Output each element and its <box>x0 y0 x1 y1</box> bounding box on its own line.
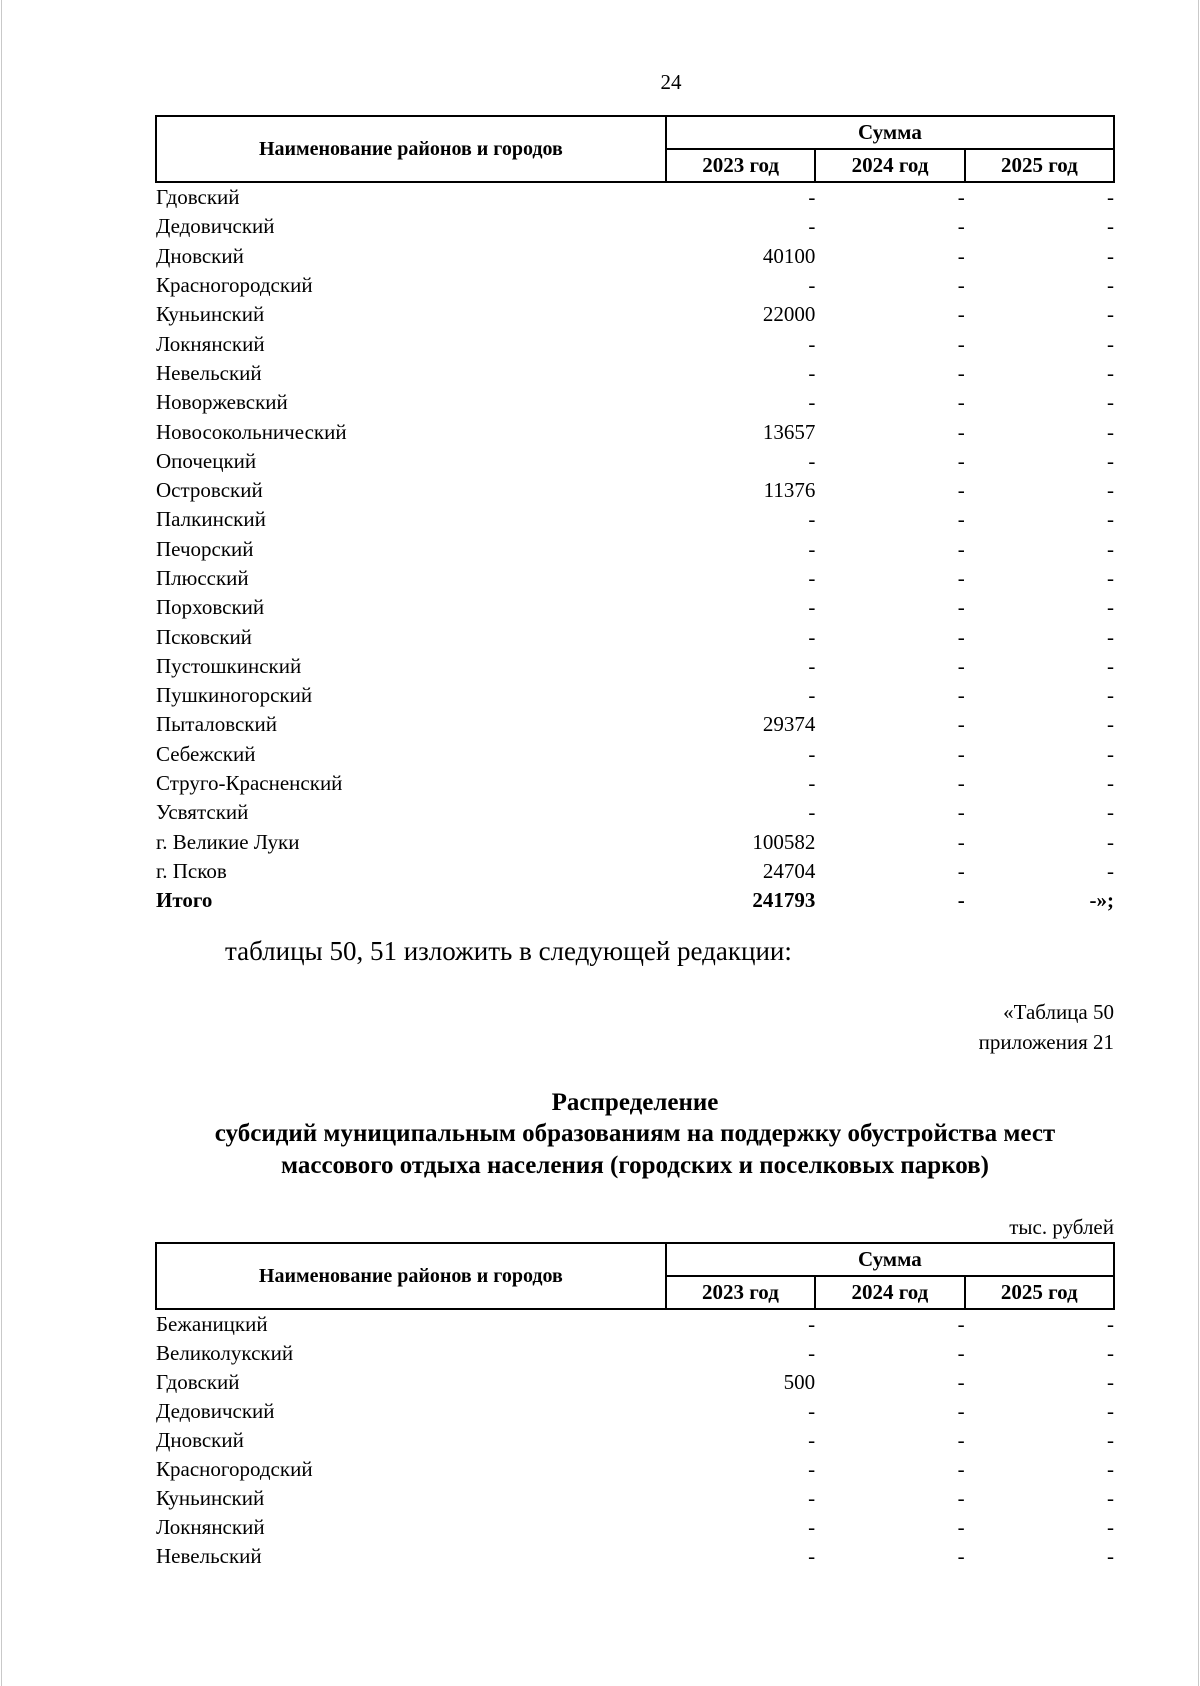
amount-2024: - <box>957 624 965 649</box>
amount-2025: - <box>1107 566 1114 590</box>
district-name: Себежский <box>156 741 256 766</box>
district-name: Опочецкий <box>156 448 257 473</box>
amount-2025: - <box>1107 536 1114 561</box>
amount-2024: - <box>957 507 965 532</box>
amount-2023: 100582 <box>752 829 816 854</box>
amount-2023: - <box>808 741 816 766</box>
amount-2024: - <box>957 1370 965 1394</box>
amount-2023: - <box>808 1312 816 1336</box>
amount-2024: - <box>957 390 965 415</box>
table-row <box>156 212 1114 241</box>
amount-2025: - <box>1107 185 1114 210</box>
amount-2024: - <box>957 360 965 385</box>
amount-2024: - <box>957 1312 965 1336</box>
amount-2024: - <box>957 771 965 796</box>
amount-2025: - <box>1107 1457 1114 1481</box>
amount-2025: - <box>1107 448 1114 473</box>
table-ref-line1: «Таблица 50 <box>1003 1000 1114 1024</box>
amount-2025: - <box>1107 1544 1114 1568</box>
amount-2025: - <box>1107 771 1114 796</box>
table-row <box>156 593 1114 622</box>
district-name: Локнянский <box>156 1515 265 1539</box>
table-row <box>156 505 1114 534</box>
district-name: Плюсский <box>156 566 249 590</box>
table-row <box>156 476 1114 505</box>
amount-2023: - <box>808 1341 816 1365</box>
amount-2024: - <box>957 1341 965 1365</box>
district-name: Струго-Красненский <box>156 771 343 796</box>
table-row <box>156 1368 1114 1397</box>
amount-2025: - <box>1107 214 1114 239</box>
amount-2023: 29374 <box>762 712 816 737</box>
header-year-2024: 2024 год <box>815 1276 964 1309</box>
amount-2024: - <box>957 741 965 766</box>
amount-2025: - <box>1107 829 1114 854</box>
district-name: Новосокольнический <box>156 419 347 444</box>
amount-2025: - <box>1107 712 1114 737</box>
header-year-2023: 2023 год <box>666 149 816 182</box>
amount-2024: - <box>957 653 965 678</box>
table-row <box>156 300 1114 329</box>
amount-2023: - <box>808 1428 816 1452</box>
amount-2025: - <box>1107 1370 1114 1394</box>
table-row <box>156 447 1114 476</box>
amount-2023: - <box>808 390 816 415</box>
amount-2023: - <box>808 566 816 590</box>
table-1-body <box>156 182 1114 915</box>
district-name: Дновский <box>156 1428 244 1452</box>
table-row <box>156 182 1114 212</box>
amount-2024: - <box>957 888 965 913</box>
amount-2023: 24704 <box>762 858 816 883</box>
amount-2024: - <box>957 185 965 210</box>
amount-2024: - <box>957 566 965 590</box>
amount-2023: 500 <box>783 1370 816 1394</box>
amount-2024: - <box>957 536 965 561</box>
amount-2025: - <box>1107 1486 1114 1510</box>
district-name: Гдовский <box>156 1370 240 1394</box>
district-name: Дновский <box>156 243 244 268</box>
table-row <box>156 242 1114 271</box>
heading-title: Распределение <box>551 1089 719 1116</box>
amount-2025: - <box>1107 858 1114 883</box>
table-ref-line2: приложения 21 <box>978 1030 1114 1054</box>
table-row <box>156 1426 1114 1455</box>
district-name: Усвятский <box>156 800 249 825</box>
amount-2025: - <box>1107 683 1114 708</box>
heading-line2: субсидий муниципальным образованиям на поддержку обустройства мест <box>214 1120 1056 1147</box>
amount-2024: - <box>957 1544 965 1568</box>
amount-2025: - <box>1107 1341 1114 1365</box>
amount-2025: - <box>1107 800 1114 825</box>
amount-2025: - <box>1107 1399 1114 1423</box>
amount-2025: - <box>1107 360 1114 385</box>
district-name: Невельский <box>156 1544 262 1568</box>
table-row <box>156 329 1114 358</box>
unit-label: тыс. рублей <box>1009 1215 1114 1239</box>
table-row <box>156 417 1114 446</box>
table-row <box>156 1339 1114 1368</box>
amount-2023: - <box>808 536 816 561</box>
header-name-column: Наименование районов и городов <box>156 116 666 182</box>
district-name: Пушкиногорский <box>156 683 313 708</box>
amount-2024: - <box>957 1399 965 1423</box>
amount-2025: - <box>1107 243 1114 268</box>
table-row <box>156 622 1114 651</box>
amount-2023: - <box>808 273 816 298</box>
amount-2024: - <box>957 683 965 708</box>
table-row <box>156 1455 1114 1484</box>
amount-2023: - <box>808 1486 816 1510</box>
amount-2023: - <box>808 1399 816 1423</box>
amount-2024: - <box>957 595 965 620</box>
header-year-2023: 2023 год <box>666 1276 815 1309</box>
table-row <box>156 388 1114 417</box>
table-row <box>156 1484 1114 1513</box>
amount-2023: 13657 <box>762 419 816 444</box>
amount-2024: - <box>957 829 965 854</box>
amount-2023: - <box>808 595 816 620</box>
amount-2024: - <box>957 302 965 327</box>
amount-2023: 241793 <box>752 888 816 913</box>
table-row <box>156 271 1114 300</box>
amount-2023: - <box>808 331 816 356</box>
district-name: Куньинский <box>156 1486 265 1510</box>
table-row <box>156 535 1114 564</box>
header-sum: Сумма <box>666 1243 1114 1276</box>
amount-2023: - <box>808 683 816 708</box>
amount-2025: - <box>1107 390 1114 415</box>
amount-2023: - <box>808 448 816 473</box>
page-number: 24 <box>660 70 682 94</box>
amount-2023: 40100 <box>762 243 816 268</box>
amount-2024: - <box>957 1428 965 1452</box>
amount-2025: - <box>1107 1312 1114 1336</box>
amount-2024: - <box>957 1486 965 1510</box>
amount-2024: - <box>957 214 965 239</box>
amount-2023: - <box>808 185 816 210</box>
amount-2023: - <box>808 1515 816 1539</box>
district-name: Палкинский <box>156 507 266 532</box>
amount-2023: - <box>808 771 816 796</box>
table-row <box>156 1513 1114 1542</box>
amount-2025: - <box>1107 478 1114 503</box>
amount-2025: - <box>1107 653 1114 678</box>
district-name: Куньинский <box>156 302 265 327</box>
amount-2023: 11376 <box>763 478 816 503</box>
amount-2024: - <box>957 331 965 356</box>
table-row <box>156 1309 1114 1339</box>
district-name: Красногородский <box>156 1457 313 1481</box>
district-name: Пустошкинский <box>156 653 302 678</box>
scan-edge-right <box>1198 0 1199 1686</box>
amount-2023: - <box>808 624 816 649</box>
table-1 <box>155 115 1115 915</box>
table-2-body <box>156 1309 1114 1571</box>
amount-2023: - <box>808 214 816 239</box>
amount-2025: -»; <box>1089 888 1114 913</box>
table-row <box>156 359 1114 388</box>
amount-2024: - <box>957 712 965 737</box>
header-sum: Сумма <box>666 116 1114 149</box>
header-name-column: Наименование районов и городов <box>156 1243 666 1309</box>
district-name: Гдовский <box>156 185 240 210</box>
table-row <box>156 769 1114 798</box>
amount-2025: - <box>1107 1515 1114 1539</box>
amount-2023: - <box>808 360 816 385</box>
table-row <box>156 740 1114 769</box>
scan-edge-left <box>1 0 2 1686</box>
district-name: Печорский <box>156 536 254 561</box>
table-row <box>156 681 1114 710</box>
table-row <box>156 828 1114 857</box>
amendment-paragraph: таблицы 50, 51 изложить в следующей редакции: <box>225 936 792 966</box>
amount-2024: - <box>957 1457 965 1481</box>
amount-2023: 22000 <box>762 302 816 327</box>
amount-2025: - <box>1107 419 1114 444</box>
amount-2024: - <box>957 448 965 473</box>
district-name: Островский <box>156 478 263 503</box>
amount-2024: - <box>957 273 965 298</box>
amount-2025: - <box>1107 273 1114 298</box>
district-name: г. Псков <box>156 858 227 883</box>
amount-2024: - <box>957 800 965 825</box>
amount-2024: - <box>957 478 965 503</box>
district-name: Невельский <box>156 360 262 385</box>
table-2 <box>155 1242 1115 1571</box>
amount-2025: - <box>1107 741 1114 766</box>
table-row <box>156 710 1114 739</box>
district-name: Новоржевский <box>156 390 288 415</box>
amount-2025: - <box>1107 507 1114 532</box>
table-row <box>156 1542 1114 1571</box>
table-row <box>156 652 1114 681</box>
amount-2023: - <box>808 507 816 532</box>
amount-2024: - <box>957 243 965 268</box>
heading-line3: массового отдыха населения (городских и поселковых парков) <box>281 1152 989 1179</box>
district-name: Псковский <box>156 624 252 649</box>
table-total-row <box>156 886 1114 915</box>
amount-2025: - <box>1107 331 1114 356</box>
amount-2025: - <box>1107 302 1114 327</box>
header-year-2024: 2024 год <box>815 149 964 182</box>
table-row <box>156 857 1114 886</box>
table-row <box>156 1397 1114 1426</box>
header-year-2025: 2025 год <box>965 1276 1114 1309</box>
district-name: Красногородский <box>156 273 313 298</box>
header-year-2025: 2025 год <box>965 149 1114 182</box>
amount-2023: - <box>808 1544 816 1568</box>
district-name: г. Великие Луки <box>156 829 300 854</box>
district-name: Итого <box>156 888 213 913</box>
district-name: Дедовичский <box>156 1399 275 1423</box>
district-name: Бежаницкий <box>156 1312 268 1336</box>
district-name: Пыталовский <box>156 712 277 737</box>
amount-2024: - <box>957 419 965 444</box>
amount-2024: - <box>957 858 965 883</box>
amount-2023: - <box>808 1457 816 1481</box>
district-name: Дедовичский <box>156 214 275 239</box>
amount-2023: - <box>808 653 816 678</box>
amount-2023: - <box>808 800 816 825</box>
district-name: Локнянский <box>156 331 265 356</box>
amount-2025: - <box>1107 595 1114 620</box>
table-row <box>156 564 1114 593</box>
table-row <box>156 798 1114 827</box>
amount-2025: - <box>1107 1428 1114 1452</box>
amount-2024: - <box>957 1515 965 1539</box>
district-name: Великолукский <box>156 1341 294 1365</box>
amount-2025: - <box>1107 624 1114 649</box>
district-name: Порховский <box>156 595 265 620</box>
